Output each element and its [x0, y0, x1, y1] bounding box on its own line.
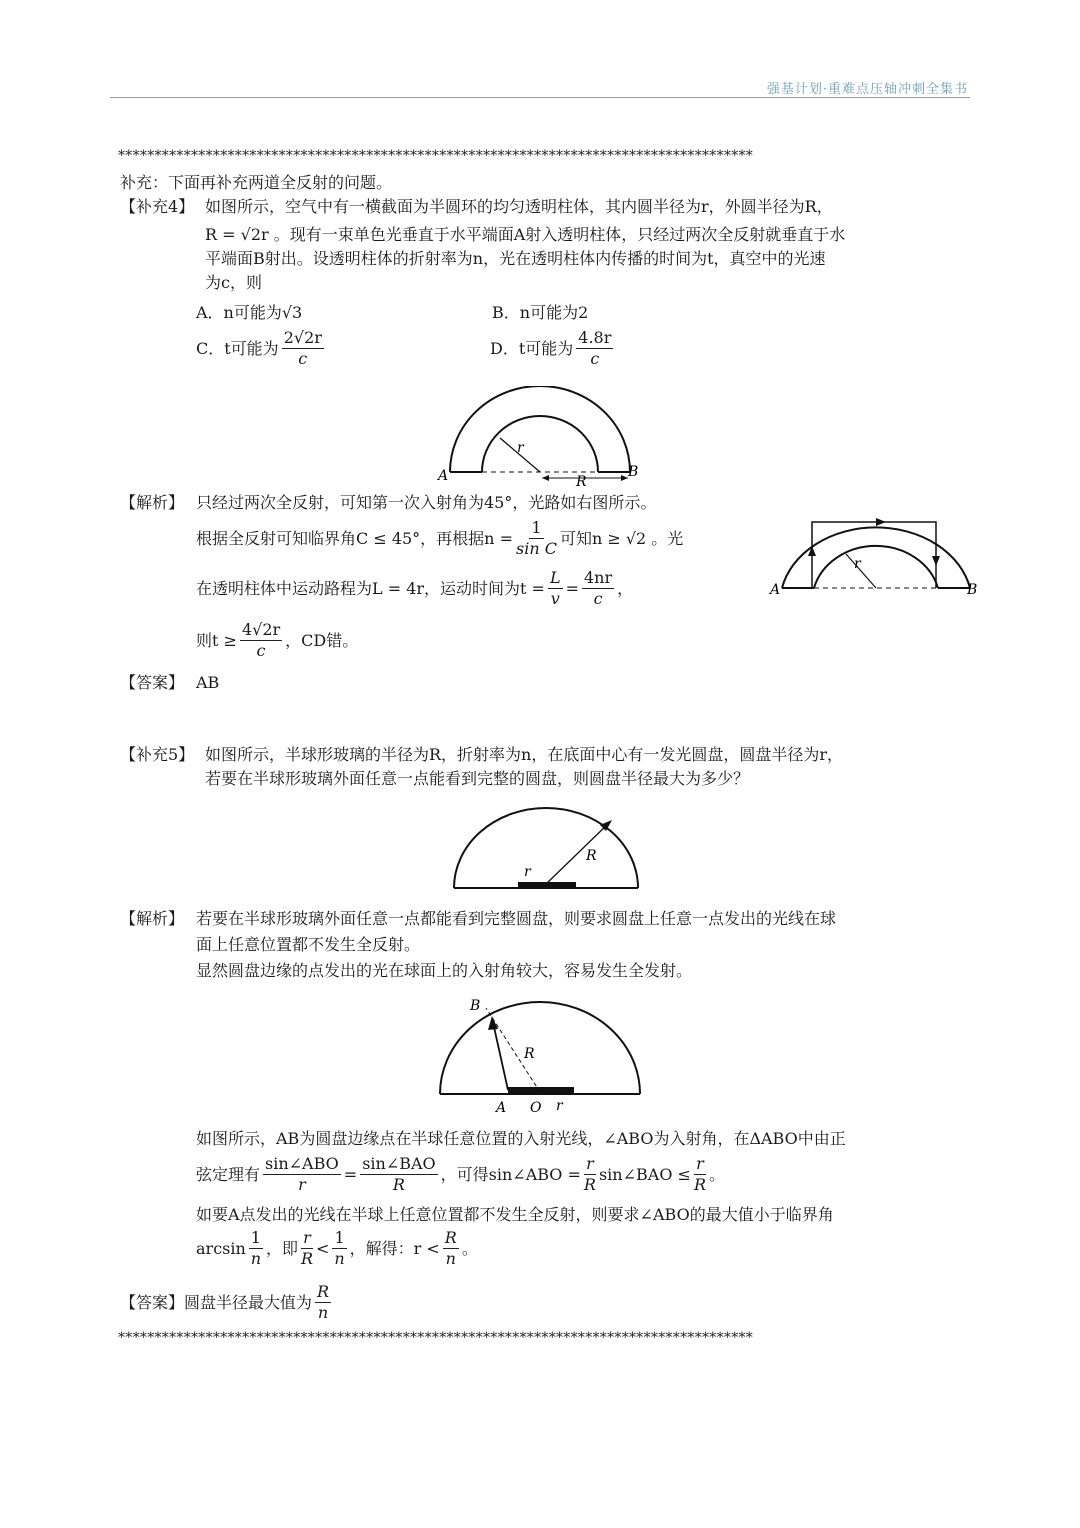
sol4-figure: [768, 508, 984, 604]
outer-arc: [450, 386, 630, 472]
q4-option-b: B．n可能为2: [492, 303, 589, 322]
sol4-line3-den1: v: [550, 589, 560, 608]
sol5-line7-n2: r: [303, 1228, 311, 1247]
sol4-tag: 【解析】: [120, 493, 185, 512]
sol5-line4: 如图所示，AB为圆盘边缘点在半球任意位置的入射光线，∠ABO为入射角，在ΔABO中由正: [196, 1129, 846, 1148]
hemisphere-arc: [440, 1002, 640, 1094]
sol5-line7-lt: <: [316, 1238, 330, 1258]
sol4-line4-post: ，CD错。: [285, 630, 359, 650]
ans4-tag: 【答案】: [120, 673, 185, 692]
sol4-line3: [196, 568, 633, 609]
label-r: r: [524, 864, 531, 880]
label-O: O: [530, 1100, 542, 1116]
sol5-line5-mid2: sin∠BAO ≤: [598, 1164, 691, 1184]
sol4-line1: 只经过两次全反射，可知第一次入射角为45°，光路如右图所示。: [196, 493, 657, 512]
inner-arc: [814, 546, 938, 588]
q4-option-d-num: 4.8r: [578, 328, 612, 347]
sol5-line7-d3: n: [334, 1249, 345, 1268]
sol4-line3-frac2: [582, 568, 614, 609]
q4-line4: 为c，则: [205, 273, 262, 292]
sol4-line2-den: sin C: [515, 539, 557, 558]
sol4-line4-pre: 则t ≥: [196, 630, 237, 650]
sol5-line7-n1: 1: [250, 1228, 261, 1247]
q4-option-d-label: D．t可能为: [490, 338, 574, 358]
sol5-line7-frac4: [443, 1228, 459, 1269]
q4-figure: [430, 386, 650, 490]
sol5-line7-mid2: ，解得：r <: [349, 1238, 440, 1258]
separator-top: ***************************************************************************************: [118, 148, 754, 164]
sol5-line5-d3: R: [583, 1175, 596, 1194]
q5-figure: [446, 806, 646, 896]
sol5-line5-frac4: [694, 1154, 706, 1195]
intro-text: 补充：下面再补充两道全反射的问题。: [120, 173, 393, 192]
label-R: R: [524, 1046, 535, 1062]
q5-line2: 若要在半球形玻璃外面任意一点能看到完整的圆盘，则圆盘半径最大为多少？: [205, 769, 750, 788]
sol5-line6: 如要A点发出的光线在半球上任意位置都不发生全反射，则要求∠ABO的最大值小于临界角: [196, 1205, 834, 1224]
label-R: R: [586, 848, 597, 864]
q4-option-d-den: c: [590, 349, 600, 368]
sol5-line2: 面上任意位置都不发生全反射。: [196, 935, 421, 954]
label-r: r: [517, 440, 524, 456]
radius-R-line: [546, 822, 610, 884]
sol4-line2-pre: 根据全反射可知临界角C ≤ 45°，再根据n =: [196, 528, 513, 548]
sol5-line7-frac2: [301, 1228, 313, 1269]
label-A: A: [438, 468, 449, 484]
sol5-line5-frac2: [360, 1154, 437, 1195]
sol4-line2-num: 1: [531, 518, 542, 537]
label-A: A: [496, 1100, 507, 1116]
sol5-line7-frac1: [249, 1228, 263, 1269]
sol5-line3: 显然圆盘边缘的点发出的光在球面上的入射角较大，容易发生全发射。: [196, 961, 693, 980]
arrow-down: [932, 556, 940, 566]
sol5-line7-d4: n: [445, 1249, 456, 1268]
q4-line3: 平端面B射出。设透明柱体的折射率为n，光在透明柱体内传播的时间为t，真空中的光速: [205, 249, 826, 268]
sol4-line3-pre: 在透明柱体中运动路程为L = 4r，运动时间为t =: [196, 578, 545, 598]
ans4-text: AB: [196, 673, 220, 692]
outer-arc: [782, 527, 970, 588]
label-A: A: [770, 582, 781, 598]
q4-line1: 如图所示，空气中有一横截面为半圆环的均匀透明柱体，其内圆半径为r，外圆半径为R，: [205, 197, 833, 216]
label-r: r: [556, 1098, 563, 1114]
sol4-line3-num1: L: [549, 568, 561, 587]
sol5-line7: [196, 1228, 478, 1269]
sol5-line5-n1: sin∠ABO: [265, 1154, 339, 1173]
sol5-line5-d1: r: [298, 1175, 306, 1194]
sol5-line5: 弦定理有 $\frac{\text{sin∠ABO}}{r}$ = $\frac{\text{sin∠BAO}}{R}$ ，可得sin∠ABO = $\frac{r}{R}$ sin∠BAO ≤ $\frac{r}{R}$ 。: [196, 1154, 725, 1194]
label-B: B: [628, 464, 639, 480]
sol5-line7-post: 。: [461, 1238, 478, 1258]
q4-option-d: [490, 328, 616, 369]
sol5-line5-d4: R: [693, 1175, 706, 1194]
sol5-line5-frac3: [584, 1154, 596, 1195]
sol4-line3-num2: 4nr: [584, 568, 613, 587]
hemisphere-arc: [454, 808, 638, 888]
arrow-up: [808, 546, 816, 556]
separator-bottom: ***************************************************************************************: [118, 1330, 754, 1346]
label-r: r: [854, 556, 861, 572]
light-path: [812, 522, 936, 588]
sol4-line2-post: 可知n ≥ √2 。光: [559, 528, 684, 548]
sol5-line5-n3: r: [586, 1154, 594, 1173]
light-disk: [508, 1087, 574, 1094]
sol4-line3-frac1: [548, 568, 563, 609]
sol5-line7-d1: n: [250, 1249, 262, 1268]
sol5-line7-frac3: [332, 1228, 346, 1269]
sol5-line7-n4: R: [444, 1228, 457, 1247]
sol4-line3-eq: =: [565, 578, 579, 598]
ans5-num: R: [317, 1282, 330, 1301]
sol4-line4-num: 4√2r: [241, 620, 281, 639]
q4-option-c-den: c: [298, 349, 308, 368]
sol5-line5-frac1: [263, 1154, 341, 1195]
arrowhead-left: [542, 475, 549, 481]
header-title: 强基计划·重难点压轴冲刺全集书: [766, 82, 968, 97]
sol5-line7-mid: ，即: [265, 1238, 298, 1258]
label-B: B: [470, 998, 481, 1014]
sol5-line5-n4: r: [696, 1154, 704, 1173]
sol5-line5-n2: sin∠BAO: [362, 1154, 436, 1173]
q4-option-c-fraction: [282, 328, 324, 369]
radius-r-line: [846, 554, 876, 588]
sol5-line5-post: 。: [708, 1164, 725, 1184]
ans5: [120, 1282, 334, 1323]
ans5-text: 圆盘半径最大值为: [184, 1292, 313, 1312]
sol4-line4-fraction: [240, 620, 282, 661]
q4-option-c: [196, 328, 327, 369]
sol5-line5-d2: R: [392, 1175, 405, 1194]
sol5-line7-pre: arcsin: [196, 1238, 246, 1258]
sol5-tag: 【解析】: [120, 909, 185, 928]
q5-line1: 如图所示，半球形玻璃的半径为R，折射率为n，在底面中心有一发光圆盘，圆盘半径为r，: [205, 745, 844, 764]
sol4-line2-fraction: [516, 518, 557, 559]
sol4-line4-den: c: [256, 641, 266, 660]
q4-option-d-fraction: [576, 328, 613, 369]
ans5-den: n: [317, 1303, 329, 1322]
arrowhead-right: [621, 475, 628, 481]
q4-option-c-label: C．t可能为: [196, 338, 279, 358]
q4-option-a: A．n可能为√3: [196, 303, 303, 322]
sol5-line7-d2: R: [300, 1249, 314, 1268]
label-B: B: [967, 582, 978, 598]
sol5-line5-pre: 弦定理有: [196, 1164, 261, 1184]
sol5-figure: [430, 992, 650, 1116]
q4-option-c-num: 2√2r: [283, 328, 322, 347]
sol4-line3-post: ，: [617, 578, 634, 598]
inner-arc: [482, 416, 598, 472]
ans5-fraction: [315, 1282, 331, 1323]
q4-tag: 【补充4】: [120, 197, 195, 216]
header-divider: [110, 97, 970, 98]
label-R: R: [576, 474, 587, 490]
sol5-line5-mid: ，可得sin∠ABO =: [440, 1164, 581, 1184]
sol5-line7-n3: 1: [334, 1228, 345, 1247]
sol4-line2: [196, 518, 683, 559]
q4-line2: R = √2r 。现有一束单色光垂直于水平端面A射入透明柱体，只经过两次全反射就垂直于水: [205, 225, 846, 244]
arrow-right: [876, 518, 886, 526]
ans5-tag: 【答案】: [120, 1292, 185, 1312]
sol4-line4: [196, 620, 358, 661]
sol5-line1: 若要在半球形玻璃外面任意一点都能看到完整圆盘，则要求圆盘上任意一点发出的光线在球: [196, 909, 837, 928]
q5-tag: 【补充5】: [120, 745, 195, 764]
sol4-line3-den2: c: [593, 589, 603, 608]
